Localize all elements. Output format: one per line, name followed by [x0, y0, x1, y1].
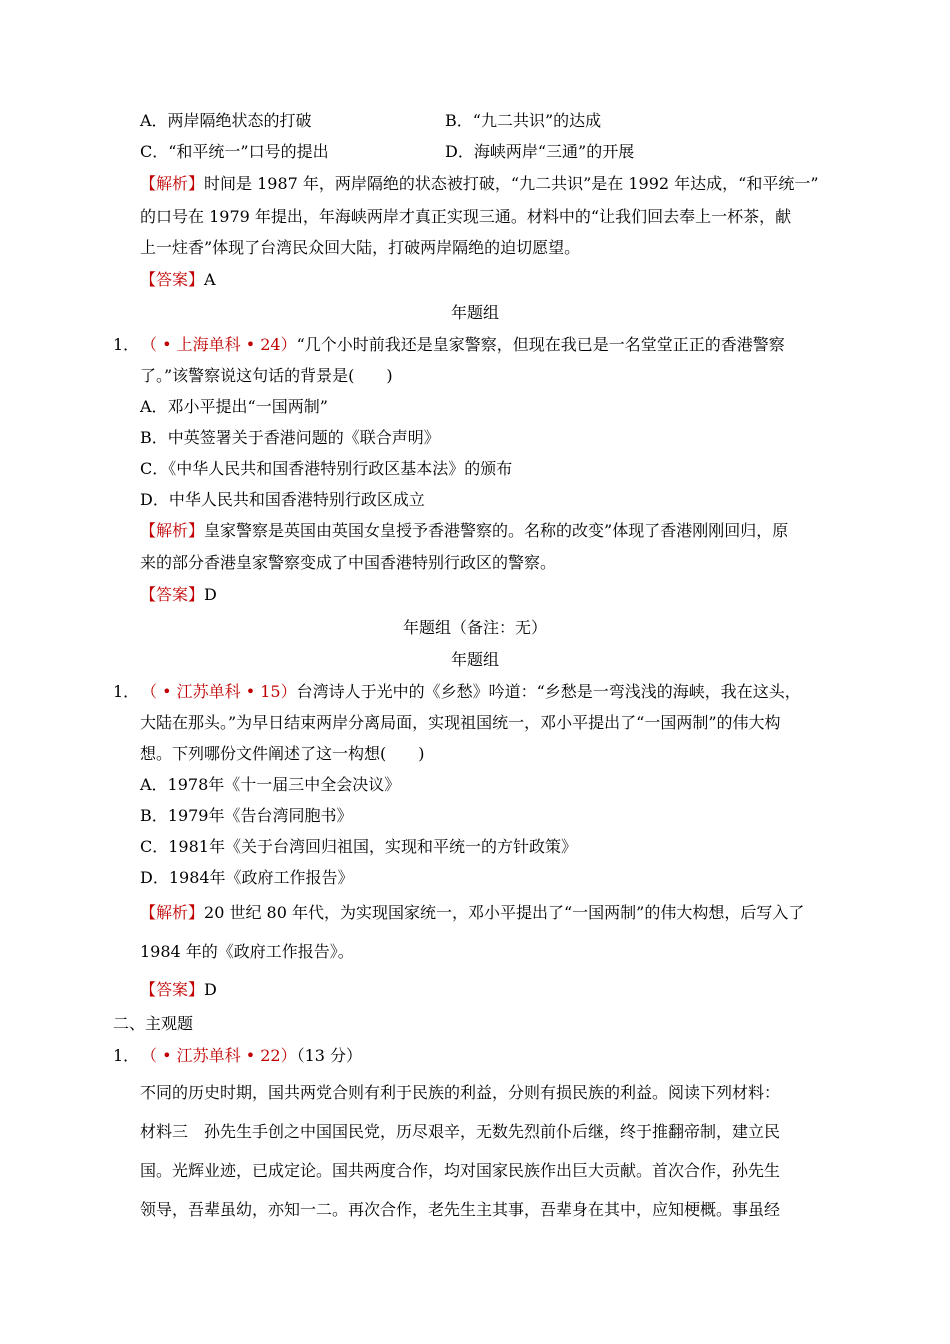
answer-tag: 【答案】 [140, 585, 205, 604]
option-d: D．中华人民共和国香港特别行政区成立 [140, 490, 425, 509]
question-source: （ • 江苏单科 • 22） [141, 1046, 297, 1065]
analysis-line: 【解析】皇家警察是英国由英国女皇授予香港警察的。名称的改变”体现了香港刚刚回归，原 [140, 521, 789, 540]
option-c: C．1981年《关于台湾回归祖国，实现和平统一的方针政策》 [140, 837, 577, 856]
option-d: D．海峡两岸“三通”的开展 [445, 142, 635, 161]
analysis-line: 来的部分香港皇家警察变成了中国香港特别行政区的警察。 [140, 553, 557, 572]
question-intro: 不同的历史时期，国共两党合则有利于民族的利益，分则有损民族的利益。阅读下列材料： [140, 1083, 781, 1102]
option-c: C．“和平统一”口号的提出 D．海峡两岸“三通”的开展 [140, 142, 635, 161]
question-source: （ • 江苏单科 • 15） [141, 682, 297, 701]
question-stem: 想。下列哪份文件阐述了这一构想( ) [140, 744, 425, 763]
analysis-tag: 【解析】 [140, 903, 205, 922]
option-b: B．中英签署关于香港问题的《联合声明》 [140, 428, 440, 447]
question-stem: 大陆在那头。”为早日结束两岸分离局面，实现祖国统一，邓小平提出了“一国两制”的伟大构 [140, 713, 781, 732]
analysis-line: 1984 年的《政府工作报告》。 [140, 942, 354, 961]
material-line: 国。光辉业迹，已成定论。国共两度合作，均对国家民族作出巨大贡献。首次合作，孙先生 [140, 1161, 781, 1180]
group-title: 年题组 [450, 650, 499, 669]
material-line: 材料三 孙先生手创之中国国民党，历尽艰辛，无数先烈前仆后继，终于推翻帝制，建立民 [140, 1122, 781, 1141]
question-number: 1． [113, 682, 140, 701]
option-a: A．两岸隔绝状态的打破 B．“九二共识”的达成 [140, 111, 602, 130]
answer-tag: 【答案】 [140, 270, 205, 289]
question-source: （ • 上海单科 • 24） [141, 335, 297, 354]
option-a: A．1978年《十一届三中全会决议》 [140, 775, 401, 794]
question-stem: 1． （ • 上海单科 • 24）“几个小时前我还是皇家警察，但现在我已是一名堂堂正正的香港警察 [113, 335, 785, 354]
question-stem: 了。”该警察说这句话的背景是( ) [140, 366, 393, 385]
option-d: D．1984年《政府工作报告》 [140, 868, 354, 887]
question-number: 1． [113, 335, 140, 354]
analysis-line: 上一炷香”体现了台湾民众回大陆，打破两岸隔绝的迫切愿望。 [140, 238, 581, 257]
question-stem [113, 1046, 362, 1065]
analysis-line: 【解析】时间是 1987 年，两岸隔绝的状态被打破，“九二共识”是在 1992 年达成，“和平统一” [140, 174, 819, 193]
section-title: 二、主观题 [113, 1014, 194, 1033]
option-c: C．《中华人民共和国香港特别行政区基本法》的颁布 [140, 459, 513, 478]
option-a: A．邓小平提出“一国两制” [140, 397, 328, 416]
answer-value: D [204, 980, 217, 999]
question-score: （13 分） [296, 1046, 363, 1065]
group-title: 年题组（备注：无） [402, 618, 547, 637]
group-title: 年题组 [450, 303, 499, 322]
answer-line [140, 980, 217, 999]
option-b: B．“九二共识”的达成 [445, 111, 602, 130]
answer-value: D [204, 585, 217, 604]
answer-line [140, 270, 216, 289]
analysis-line: 的口号在 1979 年提出，年海峡两岸才真正实现三通。材料中的“让我们回去奉上一杯茶，献 [140, 207, 792, 226]
analysis-tag: 【解析】 [140, 521, 205, 540]
question-number: 1． [113, 1046, 140, 1065]
answer-tag: 【答案】 [140, 980, 205, 999]
answer-value: A [204, 270, 216, 289]
question-stem: 1． （ • 江苏单科 • 15）台湾诗人于光中的《乡愁》吟道：“乡愁是一弯浅浅的海峡，我在这头， [113, 682, 801, 701]
answer-line [140, 585, 217, 604]
analysis-line: 【解析】20 世纪 80 年代，为实现国家统一，邓小平提出了“一国两制”的伟大构想，后写入了 [140, 903, 805, 922]
material-line: 领导，吾辈虽幼，亦知一二。再次合作，老先生主其事，吾辈身在其中，应知梗概。事虽经 [140, 1200, 781, 1219]
analysis-tag: 【解析】 [140, 174, 205, 193]
option-b: B．1979年《告台湾同胞书》 [140, 806, 353, 825]
